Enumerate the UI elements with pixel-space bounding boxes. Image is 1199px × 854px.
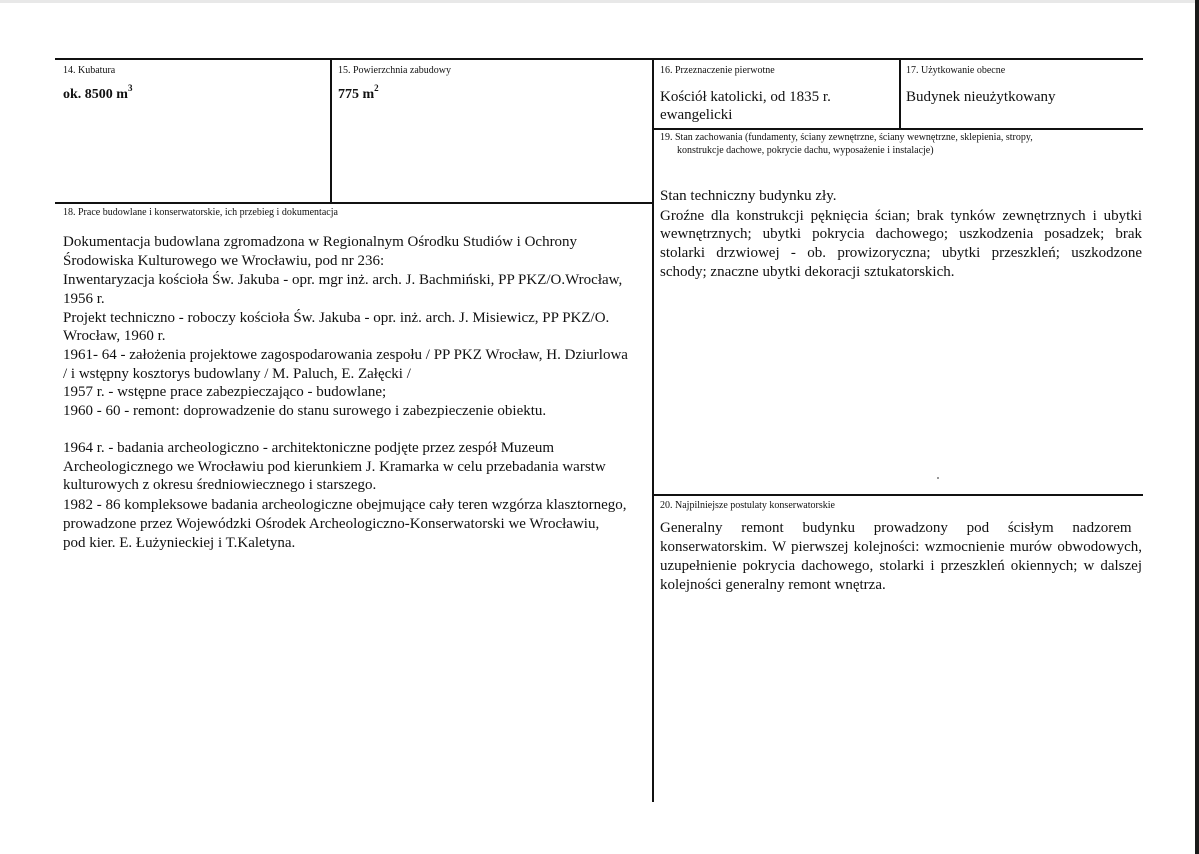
field-19-line-1: Groźne dla konstrukcji pęknięcia ścian; brak tynków zewnętrznych i ubytki bbox=[660, 208, 1142, 224]
unit-exponent: 2 bbox=[374, 83, 379, 94]
field-19-line-4: schody; znaczne ubytki dekoracji sztukatorskich. bbox=[660, 264, 955, 280]
divider-16-17 bbox=[899, 58, 901, 128]
field-18-line-a9: 1957 r. - wstępne prace zabezpieczająco - budowlane; bbox=[63, 384, 387, 400]
field-16-value-line2: ewangelicki bbox=[660, 107, 733, 123]
field-19-label-line1: 19. Stan zachowania (fundamenty, ściany zewnętrzne, ściany wewnętrzne, sklepienia, stropy, bbox=[660, 132, 1033, 143]
scan-top-edge bbox=[0, 0, 1199, 3]
field-15-label: 15. Powierzchnia zabudowy bbox=[338, 65, 452, 76]
top-rule bbox=[55, 58, 1143, 60]
field-17-value: Budynek nieużytkowany bbox=[906, 89, 1056, 105]
field-20-line-3: uzupełnienie pokrycia dachowego, stolarki i przeszkleń okiennych; w dalszej bbox=[660, 558, 1142, 574]
field-14-value bbox=[63, 83, 133, 104]
scan-right-edge bbox=[1195, 0, 1199, 854]
field-18-line-b5: prowadzone przez Wojewódzki Ośrodek Archeologiczno-Konserwatorski we Wrocławiu, bbox=[63, 516, 600, 532]
field-17-label: 17. Użytkowanie obecne bbox=[906, 65, 1006, 76]
kubatura-value: ok. 8500 m bbox=[63, 87, 128, 102]
field-16-value-line1: Kościół katolicki, od 1835 r. bbox=[660, 89, 831, 105]
field-18-line-a3: Inwentaryzacja kościoła Św. Jakuba - opr. mgr inż. arch. J. Bachmiński, PP PKZ/O.Wrocław, bbox=[63, 272, 623, 288]
field-18-line-a10: 1960 - 60 - remont: doprowadzenie do stanu surowego i zabezpieczenie obiektu. bbox=[63, 403, 547, 419]
scan-speck bbox=[937, 477, 939, 479]
area-value: 775 m bbox=[338, 87, 375, 102]
field-18-line-b3: kulturowych z okresu średniowiecznego i starszego. bbox=[63, 477, 377, 493]
field-19-line-3: stolarki drzwiowej - ob. prowizoryczna; ubytki przeszkleń; uszkodzone bbox=[660, 245, 1142, 261]
field-18-label: 18. Prace budowlane i konserwatorskie, ich przebieg i dokumentacja bbox=[63, 207, 338, 218]
field-20-line-1: Generalny remont budynku prowadzony pod ścisłym nadzorem bbox=[660, 520, 1132, 536]
rule-under-16-17 bbox=[652, 128, 1143, 130]
field-20-line-2: konserwatorskim. W pierwszej kolejności: wzmocnienie murów obwodowych, bbox=[660, 539, 1142, 555]
field-19-paragraph1: Stan techniczny budynku zły. bbox=[660, 188, 837, 204]
field-16-label: 16. Przeznaczenie pierwotne bbox=[660, 65, 775, 76]
field-18-line-a6: Wrocław, 1960 r. bbox=[63, 328, 166, 344]
main-divider bbox=[652, 58, 654, 802]
field-18-line-b6: pod kier. E. Łużynieckiej i T.Kaletyna. bbox=[63, 535, 296, 551]
field-18-line-b1: 1964 r. - badania archeologiczno - architektoniczne podjęte przez zespół Muzeum bbox=[63, 440, 555, 456]
field-15-value bbox=[338, 83, 379, 104]
field-18-line-b4: 1982 - 86 kompleksowe badania archeologiczne obejmujące cały teren wzgórza klasztornego, bbox=[63, 497, 627, 513]
rule-above-20 bbox=[652, 494, 1143, 496]
unit-exponent: 3 bbox=[127, 83, 133, 94]
field-18-line-a8: / i wstępny kosztorys budowlany / M. Paluch, E. Załęcki / bbox=[63, 366, 411, 382]
field-18-line-a4: 1956 r. bbox=[63, 291, 105, 307]
divider-14-15 bbox=[330, 58, 332, 203]
field-18-line-a7: 1961- 64 - założenia projektowe zagospodarowania zespołu / PP PKZ Wrocław, H. Dziurlowa bbox=[63, 347, 628, 363]
field-19-label-line2: konstrukcje dachowe, pokrycie dachu, wyposażenie i instalacje) bbox=[677, 145, 934, 156]
field-20-label: 20. Najpilniejsze postulaty konserwatorskie bbox=[660, 500, 835, 511]
field-18-line-a2: Środowiska Kulturowego we Wrocławiu, pod nr 236: bbox=[63, 253, 385, 269]
field-20-line-4: kolejności generalny remont wnętrza. bbox=[660, 577, 886, 593]
rule-under-14-15 bbox=[55, 202, 653, 204]
field-19-line-2: wewnętrznych; ubytki pokrycia dachowego; uszkodzenia posadzek; brak bbox=[660, 226, 1142, 242]
field-18-line-a5: Projekt techniczno - roboczy kościoła Św. Jakuba - opr. inż. arch. J. Misiewicz, PP PKZ/O. bbox=[63, 310, 610, 326]
field-14-label: 14. Kubatura bbox=[63, 65, 116, 76]
field-18-line-a1: Dokumentacja budowlana zgromadzona w Regionalnym Ośrodku Studiów i Ochrony bbox=[63, 234, 578, 250]
field-18-line-b2: Archeologicznego we Wrocławiu pod kierunkiem J. Kramarka w celu przebadania warstw bbox=[63, 459, 606, 475]
